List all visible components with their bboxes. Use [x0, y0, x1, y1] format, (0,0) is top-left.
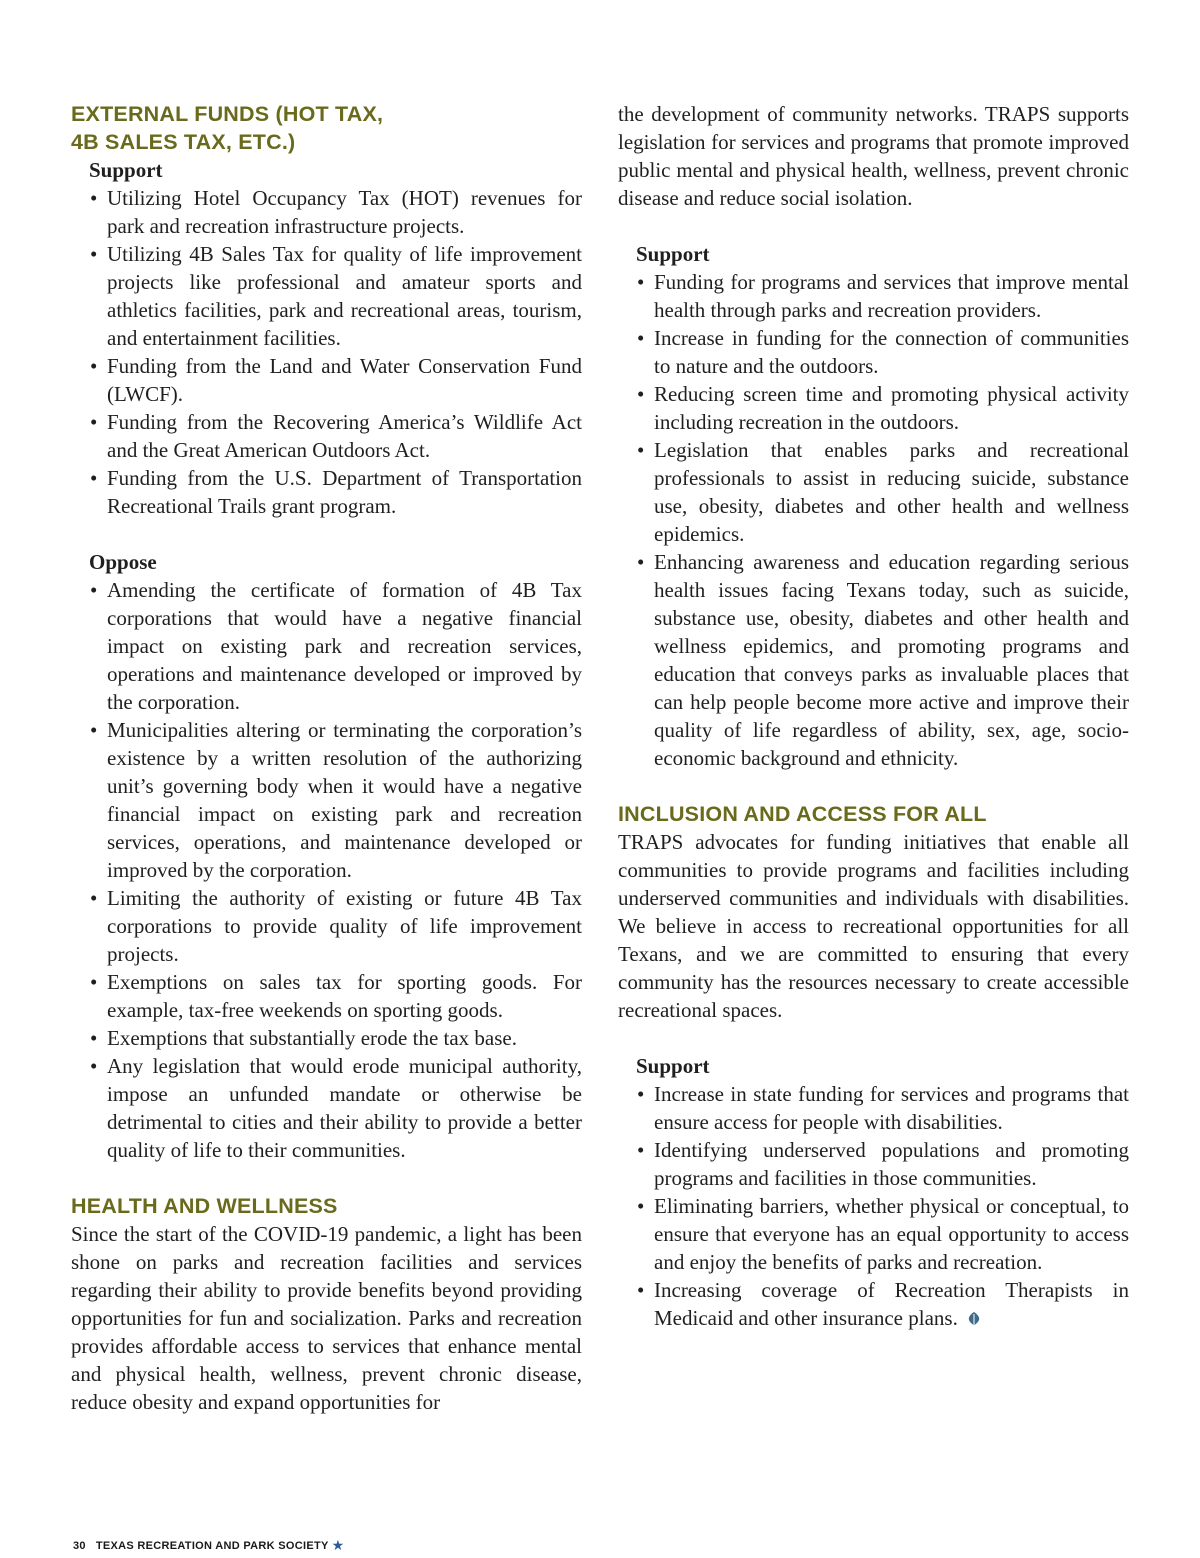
bullet-icon: •	[90, 1054, 98, 1078]
external-funds-heading-line1: EXTERNAL FUNDS (HOT TAX,	[71, 102, 384, 126]
bullet-icon: •	[90, 186, 98, 210]
inclusion-access-heading: INCLUSION AND ACCESS FOR ALL	[618, 802, 987, 826]
right-column	[618, 100, 1129, 1332]
list-item: • Exemptions that substantially erode the tax base.	[90, 1026, 517, 1050]
external-funds-oppose-label: Oppose	[89, 550, 157, 574]
list-item: • Increase in funding for the connection of communities to nature and the outdoors.	[637, 326, 1129, 378]
inclusion-access-support-list	[618, 1080, 1129, 1332]
list-item: • Any legislation that would erode municipal authority, impose an unfunded mandate or otherwise be detrimental to cities and their ability to provide a better quality of life to their communities.	[90, 1054, 582, 1162]
list-item: • Funding from the Land and Water Conservation Fund (LWCF).	[90, 354, 582, 406]
page-number: 30	[73, 1539, 86, 1552]
bullet-icon: •	[90, 718, 98, 742]
list-item: • Utilizing 4B Sales Tax for quality of life improvement projects like professional and amateur sports and athletics facilities, park and recreational areas, tourism, and entertainment facilities.	[90, 242, 582, 350]
bullet-icon: •	[637, 1278, 645, 1302]
bullet-icon: •	[637, 550, 645, 574]
list-item: • Funding for programs and services that improve mental health through parks and recreation providers.	[637, 270, 1129, 322]
external-funds-support-list	[71, 184, 582, 520]
bullet-icon: •	[637, 438, 645, 462]
bullet-icon: •	[90, 578, 98, 602]
bullet-icon: •	[90, 242, 98, 266]
external-funds-heading-line2: 4B SALES TAX, ETC.)	[71, 130, 296, 154]
bullet-icon: •	[90, 354, 98, 378]
list-item: • Eliminating barriers, whether physical or conceptual, to ensure that everyone has an equal opportunity to access and enjoy the benefits of parks and recreation.	[637, 1194, 1129, 1274]
list-item: • Enhancing awareness and education regarding serious health issues facing Texans today, such as suicide, substance use, obesity, diabetes and other health and wellness epidemics, and promoting programs and education that conveys parks as invaluable places that can help people become more active and improve their quality of life regardless of ability, sex, age, socio-economic background and ethnicity.	[637, 550, 1129, 770]
bullet-icon: •	[637, 326, 645, 350]
bullet-icon: •	[637, 382, 645, 406]
footer-org-name: TEXAS RECREATION AND PARK SOCIETY	[95, 1539, 329, 1552]
bullet-icon: •	[90, 466, 98, 490]
list-item: • Amending the certificate of formation of 4B Tax corporations that would have a negative financial impact on existing park and recreation services, operations and maintenance developed or improved by the corporation.	[90, 578, 582, 714]
page-footer	[73, 1537, 344, 1554]
list-item: • Reducing screen time and promoting physical activity including recreation in the outdoors.	[637, 382, 1129, 434]
list-item: • Increasing coverage of Recreation Therapists in Medicaid and other insurance plans.	[637, 1278, 1129, 1330]
external-funds-oppose-list	[71, 576, 582, 1164]
list-item: • Increase in state funding for services and programs that ensure access for people with disabilities.	[637, 1082, 1129, 1134]
health-wellness-heading: HEALTH AND WELLNESS	[71, 1194, 338, 1218]
health-wellness-intro-right: the development of community networks. TRAPS supports legislation for services and programs that promote improved public mental and physical health, wellness, prevent chronic disease and reduce social isolation.	[618, 102, 1129, 210]
external-funds-heading	[71, 100, 582, 156]
list-item: • Legislation that enables parks and recreational professionals to assist in reducing suicide, substance use, obesity, diabetes and other health and wellness epidemics.	[637, 438, 1129, 546]
list-item: • Municipalities altering or terminating the corporation’s existence by a written resolution of the authorizing unit’s governing body when it would have a negative financial impact on existing park and recreation services, operations, and maintenance developed or improved by the corporation.	[90, 718, 582, 882]
list-item: • Funding from the U.S. Department of Transportation Recreational Trails grant program.	[90, 466, 582, 518]
star-icon: ★	[331, 1537, 345, 1553]
list-item: • Utilizing Hotel Occupancy Tax (HOT) revenues for park and recreation infrastructure projects.	[90, 186, 582, 238]
health-wellness-support-list	[618, 268, 1129, 772]
bullet-icon: •	[637, 1138, 645, 1162]
bullet-icon: •	[637, 1194, 645, 1218]
inclusion-access-support-label: Support	[636, 1054, 710, 1078]
health-wellness-intro-left: Since the start of the COVID-19 pandemic, a light has been shone on parks and recreation facilities and services regarding their ability to provide benefits beyond providing opportunities for fun and socialization. Parks and recreation provides affordable access to services that enhance mental and physical health, wellness, prevent chronic disease, reduce obesity and expand opportunities for	[71, 1222, 582, 1414]
bullet-icon: •	[90, 410, 98, 434]
list-item: • Limiting the authority of existing or future 4B Tax corporations to provide quality of life improvement projects.	[90, 886, 582, 966]
bullet-icon: •	[90, 1026, 98, 1050]
list-item: • Identifying underserved populations and promoting programs and facilities in those communities.	[637, 1138, 1129, 1190]
list-item: • Exemptions on sales tax for sporting goods. For example, tax-free weekends on sporting goods.	[90, 970, 582, 1022]
external-funds-support-label: Support	[89, 158, 163, 182]
health-wellness-support-label: Support	[636, 242, 710, 266]
bullet-icon: •	[637, 270, 645, 294]
bullet-icon: •	[90, 970, 98, 994]
inclusion-access-intro: TRAPS advocates for funding initiatives that enable all communities to provide programs and facilities including underserved communities and individuals with disabilities. We believe in access to recreational opportunities for all Texans, and we are committed to ensuring that every community has the resources necessary to create accessible recreational spaces.	[618, 830, 1129, 1022]
list-item: • Funding from the Recovering America’s Wildlife Act and the Great American Outdoors Act.	[90, 410, 582, 462]
leaf-end-mark-icon	[966, 1311, 982, 1327]
left-column	[71, 100, 582, 1416]
bullet-icon: •	[90, 886, 98, 910]
bullet-icon: •	[637, 1082, 645, 1106]
